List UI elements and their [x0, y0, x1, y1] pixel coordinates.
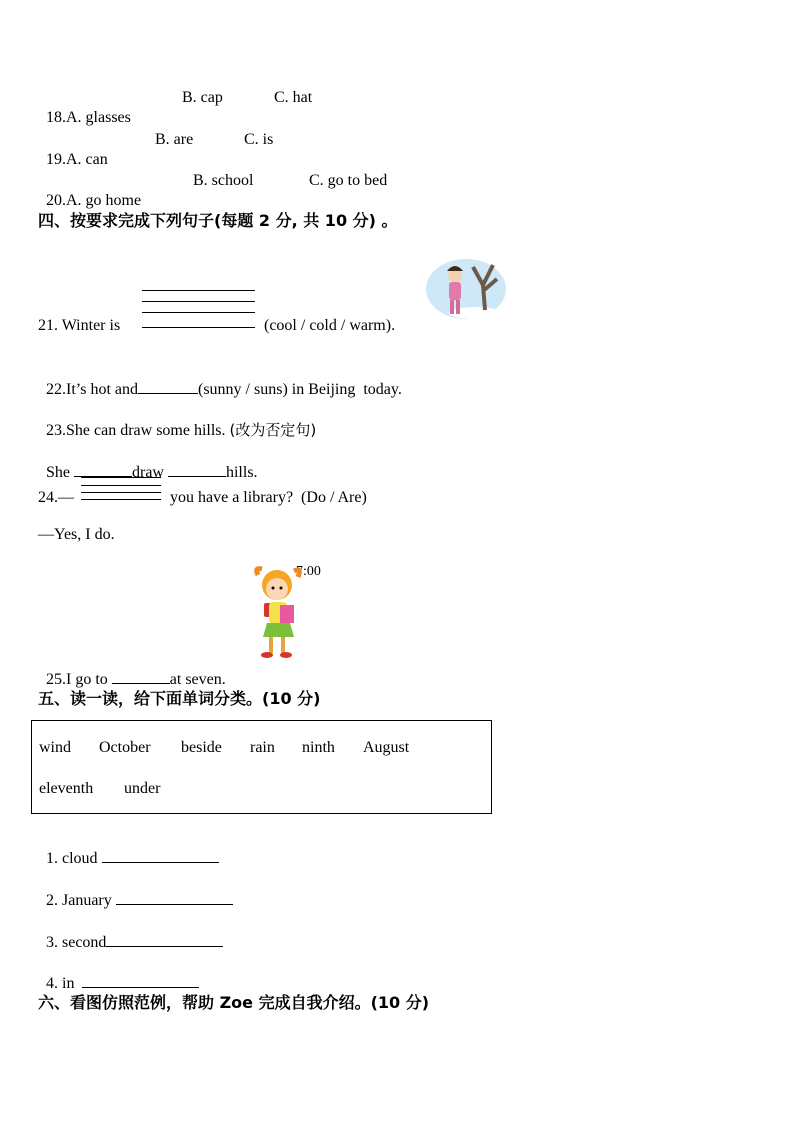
question-23-text: 23.She can draw some hills. — [46, 422, 226, 439]
answer-blank[interactable] — [106, 932, 223, 947]
word-under: under — [124, 780, 161, 797]
question-18 — [38, 88, 131, 128]
answer-blank[interactable] — [82, 973, 199, 988]
question-25-suffix: at seven. — [169, 671, 226, 688]
question-21-options: (cool / cold / warm). — [264, 317, 396, 334]
q21-blank-lines — [142, 290, 255, 330]
word-october: October — [99, 739, 151, 756]
answer-blank[interactable] — [112, 669, 170, 684]
winter-girl-illustration — [425, 255, 507, 323]
answer-blank[interactable] — [138, 379, 198, 394]
question-20 — [38, 171, 141, 211]
word-draw: draw — [132, 464, 164, 481]
option-a: A. can — [66, 151, 108, 168]
question-19-number: 19. — [46, 151, 66, 168]
option-a: A. glasses — [66, 109, 131, 126]
option-c: C. is — [244, 131, 274, 148]
answer-blank[interactable] — [102, 848, 219, 863]
option-b: B. are — [155, 131, 194, 148]
classify-label: 4. in — [46, 975, 75, 992]
classify-item — [38, 870, 233, 911]
word-wind: wind — [39, 739, 71, 756]
word-box — [31, 720, 492, 814]
section-6-title: 六、看图仿照范例，帮助 Zoe 完成自我介绍。(10 分) — [38, 993, 430, 1012]
word-hills: hills. — [225, 464, 258, 481]
clock-time: 7:00 — [296, 564, 321, 579]
word-beside: beside — [181, 739, 222, 756]
section-4-title: 四、按要求完成下列句子(每题 2 分, 共 10 分) 。 — [38, 211, 398, 230]
question-22-prefix: 22.It’s hot and — [46, 381, 138, 398]
option-c: C. go to bed — [309, 172, 388, 189]
option-b: B. school — [193, 172, 254, 189]
word-she: She — [46, 464, 70, 481]
word-eleventh: eleventh — [39, 780, 94, 797]
word-rain: rain — [250, 739, 275, 756]
option-a: A. go home — [66, 192, 142, 209]
question-22 — [38, 359, 402, 400]
question-25 — [38, 649, 226, 690]
question-20-number: 20. — [46, 192, 66, 209]
q24-blank-lines — [81, 477, 161, 503]
question-24-prefix: 24.— — [38, 489, 74, 506]
answer-blank[interactable] — [116, 890, 233, 905]
answer-blank[interactable] — [74, 462, 132, 477]
question-23 — [38, 400, 316, 441]
question-24-answer: —Yes, I do. — [38, 526, 115, 543]
option-b: B. cap — [182, 89, 223, 106]
question-18-number: 18. — [46, 109, 66, 126]
question-22-suffix: (sunny / suns) in Beijing today. — [198, 381, 402, 398]
classify-item — [38, 912, 223, 953]
question-21-prefix: 21. Winter is — [38, 317, 121, 334]
classify-item — [38, 828, 219, 869]
classify-label: 1. cloud — [46, 850, 98, 867]
answer-blank[interactable] — [168, 462, 226, 477]
word-ninth: ninth — [302, 739, 335, 756]
question-19 — [38, 130, 108, 170]
question-24-suffix: you have a library? (Do / Are) — [170, 489, 367, 506]
question-23-note: (改为否定句) — [229, 421, 317, 439]
classify-item — [38, 953, 199, 994]
word-august: August — [363, 739, 410, 756]
question-25-prefix: 25.I go to — [46, 671, 108, 688]
option-c: C. hat — [274, 89, 313, 106]
school-girl-illustration — [250, 565, 306, 660]
classify-label: 2. January — [46, 892, 112, 909]
classify-label: 3. second — [46, 934, 107, 951]
section-5-title: 五、读一读，给下面单词分类。(10 分) — [38, 689, 321, 708]
